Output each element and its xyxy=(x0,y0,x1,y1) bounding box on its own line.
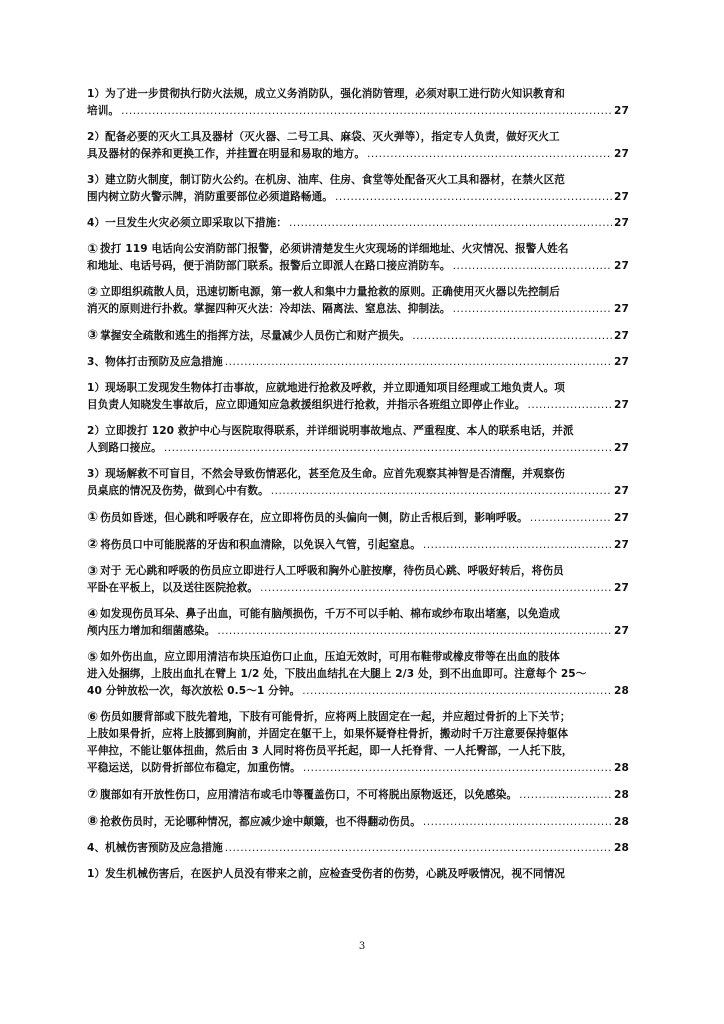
toc-entry-text: 具及器材的保养和更换工作，并挂置在明显和易取的地方。 xyxy=(87,148,366,160)
toc-entry[interactable] xyxy=(87,215,629,232)
toc-entry-text: 进入处捆绑，上肢出血扎在臂上 1/2 处，下肢出血结扎在大腿上 2/3 处，到不出血即可。注意每个 25～ xyxy=(87,668,587,680)
toc-entry-text: 1）为了进一步贯彻执行防火法规，成立义务消防队，强化消防管理，必须对职工进行防火知识教育和 xyxy=(87,88,565,100)
toc-entry[interactable] xyxy=(87,129,629,163)
toc-entry-text: 围内树立防火警示牌，消防重要部位必须道路畅通。 xyxy=(87,191,333,203)
toc-dot-leader xyxy=(217,623,612,640)
toc-entry-marker: ⑤ xyxy=(87,650,99,665)
toc-entry-line xyxy=(87,423,629,440)
toc-entry-text: 和地址、电话号码，便于消防部门联系。报警后立即派人在路口接应消防车。 xyxy=(87,260,451,272)
toc-dot-leader xyxy=(302,683,612,700)
toc-entry-text: 4）一旦发生火灾必须立即采取以下措施： xyxy=(87,217,287,229)
toc-entry-line xyxy=(87,813,629,831)
toc-entry-line xyxy=(87,623,629,640)
toc-page-number: 27 xyxy=(614,625,629,637)
toc-entry-text: 员桌底的情况及伤势，做到心中有数。 xyxy=(87,485,269,497)
toc-entry-line xyxy=(87,509,629,527)
toc-entry-marker: ⑧ xyxy=(87,814,99,829)
toc-entry-text: 平伸拉，不能让躯体扭曲，然后由 3 人同时将伤员平托起，即一人托脊背、一人托臀部，一人托下肢， xyxy=(87,745,573,757)
toc-entry-line xyxy=(87,466,629,483)
toc-entry-text: 抢救伤员时，无论哪种情况，都应减少途中颠簸，也不得翻动伤员。 xyxy=(100,816,421,828)
toc-entry-text: 消灭的原则进行扑救。掌握四种灭火法：冷却法、隔离法、窒息法、抑制法。 xyxy=(87,303,451,315)
toc-entry-line xyxy=(87,327,629,345)
toc-entry[interactable] xyxy=(87,86,629,120)
toc-entry-line xyxy=(87,536,629,554)
toc-entry[interactable] xyxy=(87,786,629,804)
toc-entry-text: 3）建立防火制度，制订防火公约。在机房、油库、住房、食堂等处配备灭火工具和器材，在禁火区范 xyxy=(87,174,565,186)
toc-page-number: 27 xyxy=(614,148,629,160)
toc-entry[interactable] xyxy=(87,509,629,527)
toc-entry-line xyxy=(87,86,629,103)
toc-entry[interactable] xyxy=(87,423,629,457)
toc-entry-line xyxy=(87,440,629,457)
toc-entry-line xyxy=(87,241,629,258)
toc-entry-marker: ④ xyxy=(87,607,99,622)
toc-dot-leader xyxy=(121,103,612,120)
toc-entry-marker: ② xyxy=(87,285,99,300)
toc-entry-text: 培训。 xyxy=(87,105,120,117)
toc-entry-line xyxy=(87,380,629,397)
toc-page-number: 27 xyxy=(614,260,629,272)
toc-entry-text: 如外伤出血，应立即用清洁布块压迫伤口止血，压迫无效时，可用布鞋带或橡皮带等在出血的肢体 xyxy=(100,651,560,663)
toc-entry-text: 2）立即拨打 120 救护中心与医院取得联系，并详细说明事故地点、严重程度、本人的联系电话，并派 xyxy=(87,425,574,437)
toc-entry-text: 3、物体打击预防及应急措施 xyxy=(87,356,223,368)
toc-entry-line xyxy=(87,709,629,726)
toc-entry[interactable] xyxy=(87,709,629,777)
toc-entry[interactable] xyxy=(87,380,629,414)
toc-entry[interactable] xyxy=(87,172,629,206)
toc-entry-marker: ⑥ xyxy=(87,710,99,725)
toc-page-number: 27 xyxy=(614,330,629,342)
toc-entry-line xyxy=(87,397,629,414)
toc-entry-text: 4、机械伤害预防及应急措施 xyxy=(87,842,223,854)
toc-entry-text: 40 分钟放松一次，每次放松 0.5～1 分钟。 xyxy=(87,685,301,697)
toc-entry-line xyxy=(87,786,629,804)
toc-entry-text: 上肢如果骨折，应将上肢挪到胸前，并固定在躯干上，如果怀疑脊柱骨折，搬动时千万注意要保持躯体 xyxy=(87,728,569,740)
toc-entry-marker: ② xyxy=(87,537,99,552)
toc-entry-text: 伤员如腰背部或下肢先着地，下肢有可能骨折，应将两上肢固定在一起，并应超过骨折的上下关节； xyxy=(100,711,571,723)
toc-dot-leader xyxy=(527,397,612,414)
toc-entry-line xyxy=(87,301,629,318)
toc-page-number: 27 xyxy=(614,191,629,203)
toc-entry-line xyxy=(87,726,629,743)
toc-entry-line xyxy=(87,103,629,120)
toc-page-number: 27 xyxy=(614,356,629,368)
toc-entry-text: 3）现场解救不可盲目，不然会导致伤情恶化，甚至危及生命。应首先观察其神智是否清醒，并观察伤 xyxy=(87,468,565,480)
toc-entry-text: 腹部如有开放性伤口，应用清洁布或毛巾等覆盖伤口，不可将脱出原物返还，以免感染。 xyxy=(100,789,518,801)
toc-entry-line xyxy=(87,146,629,163)
toc-dot-leader xyxy=(519,787,612,804)
toc-entry-line xyxy=(87,580,629,597)
toc-page-number: 27 xyxy=(614,442,629,454)
toc-entry-marker: ③ xyxy=(87,564,99,579)
toc-entry-text: 掌握安全疏散和逃生的指挥方法，尽量减少人员伤亡和财产损失。 xyxy=(100,330,411,342)
toc-entry[interactable] xyxy=(87,649,629,700)
toc-entry[interactable] xyxy=(87,606,629,640)
toc-page-number: 28 xyxy=(614,685,629,697)
toc-entry-marker: ③ xyxy=(87,328,99,343)
toc-entry-text: 立即组织疏散人员，迅速切断电源，第一救人和集中力量抢救的原则。正确使用灭火器以先控制后 xyxy=(100,286,560,298)
toc-entry[interactable] xyxy=(87,563,629,597)
toc-entry-marker: ① xyxy=(87,242,99,257)
page-number: 3 xyxy=(358,941,366,952)
toc-page-number: 27 xyxy=(614,512,629,524)
toc-dot-leader xyxy=(412,328,612,345)
toc-entry-line xyxy=(87,840,629,857)
toc-entry[interactable] xyxy=(87,284,629,318)
toc-entry-line xyxy=(87,172,629,189)
toc-entry-text: 将伤员口中可能脱落的牙齿和积血清除，以免误入气管，引起窒息。 xyxy=(100,539,421,551)
toc-entry-line xyxy=(87,354,629,371)
toc-page-number: 27 xyxy=(614,217,629,229)
toc-entry[interactable] xyxy=(87,536,629,554)
toc-entry[interactable] xyxy=(87,866,629,883)
toc-entry-line xyxy=(87,563,629,580)
toc-entry-line xyxy=(87,760,629,777)
toc-entry[interactable] xyxy=(87,466,629,500)
toc-entry-line xyxy=(87,258,629,275)
toc-entry-line xyxy=(87,606,629,623)
toc-entry-marker: ⑦ xyxy=(87,787,99,802)
toc-entry-line xyxy=(87,743,629,760)
toc-dot-leader xyxy=(289,215,612,232)
toc-entry-text: 1）现场职工发现发生物体打击事故，应就地进行抢救及呼救，并立即通知项目经理或工地负责人。项 xyxy=(87,382,565,394)
toc-page-number: 27 xyxy=(614,105,629,117)
toc-entry-line xyxy=(87,483,629,500)
toc-dot-leader xyxy=(453,301,612,318)
toc-entry-marker: ① xyxy=(87,510,99,525)
toc-dot-leader xyxy=(225,354,612,371)
toc-entry-text: 人到路口接应。 xyxy=(87,442,162,454)
toc-entry-line xyxy=(87,129,629,146)
toc-page-number: 28 xyxy=(614,762,629,774)
toc-dot-leader xyxy=(303,760,612,777)
toc-dot-leader xyxy=(530,510,612,527)
toc-entry[interactable] xyxy=(87,327,629,345)
toc-page-number: 27 xyxy=(614,582,629,594)
toc-dot-leader xyxy=(225,840,612,857)
toc-entry-line xyxy=(87,284,629,301)
toc-entry-line xyxy=(87,666,629,683)
toc-entry-text: 平卧在平板上，以及送往医院抢救。 xyxy=(87,582,259,594)
toc-entry[interactable] xyxy=(87,840,629,857)
toc-dot-leader xyxy=(367,146,612,163)
toc-entry-text: 目负责人知晓发生事故后，应立即通知应急救援组织进行抢救，并指示各班组立即停止作业。 xyxy=(87,399,526,411)
toc-entry-text: 如发现伤员耳朵、鼻子出血，可能有脑颅损伤，千万不可以手帕、棉布或纱布取出堵塞，以免造成 xyxy=(100,608,560,620)
toc-entry[interactable] xyxy=(87,241,629,275)
table-of-contents xyxy=(87,86,629,883)
toc-entry-line xyxy=(87,649,629,666)
toc-page-number: 27 xyxy=(614,539,629,551)
toc-entry-text: 1）发生机械伤害后，在医护人员没有带来之前，应检查受伤者的伤势，心跳及呼吸情况，视不同情况 xyxy=(87,868,565,880)
toc-page-number: 28 xyxy=(614,842,629,854)
toc-dot-leader xyxy=(271,483,612,500)
toc-page-number: 27 xyxy=(614,399,629,411)
toc-dot-leader xyxy=(423,537,612,554)
toc-entry-line xyxy=(87,683,629,700)
toc-dot-leader xyxy=(453,258,612,275)
toc-entry[interactable] xyxy=(87,354,629,371)
toc-entry-line xyxy=(87,866,629,883)
toc-entry-text: 平稳运送，以防骨折部位布稳定，加重伤情。 xyxy=(87,762,301,774)
toc-entry-text: 拨打 119 电话向公安消防部门报警，必须讲清楚发生火灾现场的详细地址、火灾情况、报警人姓名 xyxy=(100,243,569,255)
toc-entry-text: 伤员如昏迷，但心跳和呼吸存在，应立即将伤员的头偏向一侧，防止舌根后到，影响呼吸。 xyxy=(100,512,528,524)
toc-entry-text: 颅内压力增加和细菌感染。 xyxy=(87,625,216,637)
toc-dot-leader xyxy=(164,440,612,457)
toc-dot-leader xyxy=(335,189,612,206)
toc-dot-leader xyxy=(423,814,612,831)
toc-page-number: 27 xyxy=(614,303,629,315)
toc-entry-text: 对于 无心跳和呼吸的伤员应立即进行人工呼吸和胸外心脏按摩，待伤员心跳、呼吸好转后，将伤员 xyxy=(100,565,564,577)
toc-dot-leader xyxy=(260,580,612,597)
toc-page-number: 28 xyxy=(614,816,629,828)
toc-entry-line xyxy=(87,215,629,232)
toc-page-number: 28 xyxy=(614,789,629,801)
toc-entry[interactable] xyxy=(87,813,629,831)
toc-entry-text: 2）配备必要的灭火工具及器材（灭火器、二号工具、麻袋、灭火弹等），指定专人负责，做好灭火工 xyxy=(87,131,560,143)
toc-page-number: 27 xyxy=(614,485,629,497)
toc-entry-line xyxy=(87,189,629,206)
